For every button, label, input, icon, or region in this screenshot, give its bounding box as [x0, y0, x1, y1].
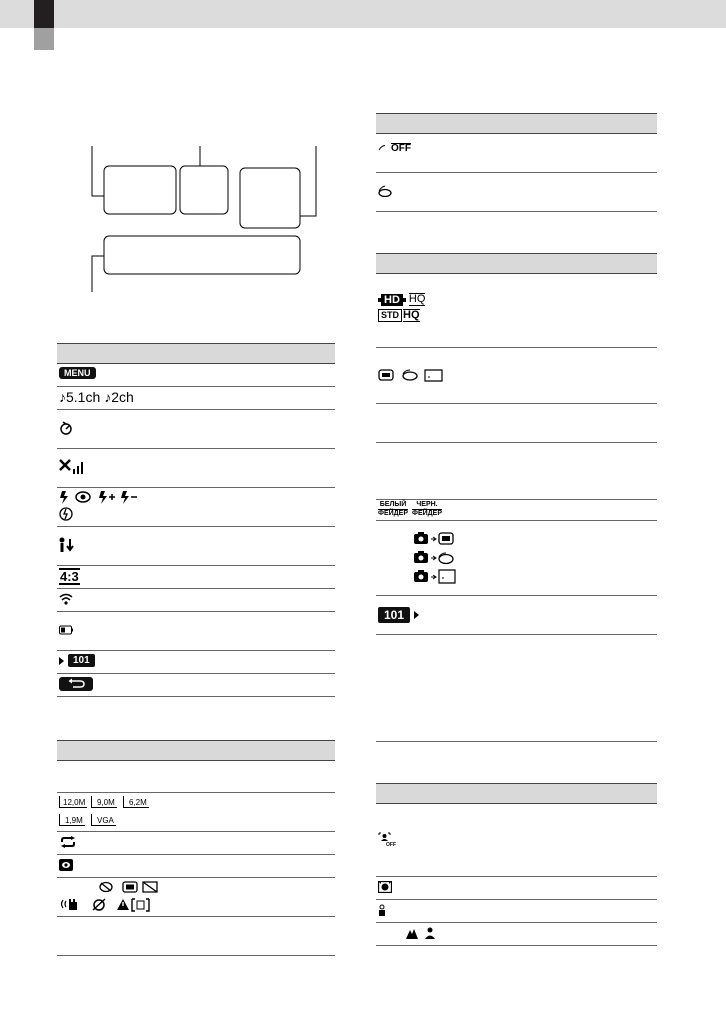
page-header-marker [34, 0, 54, 28]
gps-signal-icon [59, 459, 85, 475]
black-fader-line1: ЧЕРН. [416, 501, 438, 508]
table-row [376, 134, 657, 173]
table-row [57, 855, 335, 878]
image-size-vga-icon: VGA [91, 814, 116, 826]
page-side-tab [34, 28, 54, 50]
table-header-row [376, 783, 657, 804]
right-table-1 [376, 113, 657, 213]
recording-folder-icon [378, 607, 419, 623]
menu-icon-label: MENU [59, 367, 96, 379]
table-row [376, 877, 657, 900]
table-row [57, 527, 335, 566]
table-row [376, 923, 657, 946]
audio-2ch-icon: ♪2ch [104, 389, 134, 405]
table-row [376, 274, 657, 348]
flash-mode-icons [59, 490, 159, 522]
aspect-ratio-icon: 4:3 [60, 569, 79, 584]
table-row [376, 596, 657, 635]
black-fader-line2: ФЕЙДЕР [412, 510, 442, 517]
table-row [57, 878, 335, 917]
table-row [57, 387, 335, 410]
table-row [57, 761, 335, 793]
table-row [57, 612, 335, 651]
table-row [57, 488, 335, 527]
black-fader-icon [412, 501, 442, 518]
portrait-icon [378, 904, 386, 916]
photo-media-icons [414, 530, 458, 586]
table-row [57, 589, 335, 612]
std-hq-icon: HQ [403, 309, 420, 321]
return-button-icon [59, 677, 93, 691]
disc-rings-icon [378, 145, 387, 151]
screen-frame [92, 146, 316, 292]
recording-media-icons [378, 368, 448, 382]
white-fader-line1: БЕЛЫЙ [379, 501, 407, 508]
screen-layout-diagram [84, 146, 324, 296]
right-table-3 [376, 783, 657, 948]
smile-shutter-off-label: OFF [386, 842, 396, 848]
left-table-2 [57, 740, 335, 960]
table-row [376, 404, 657, 443]
std-icon: STD [378, 309, 402, 322]
repeat-icon [59, 836, 77, 848]
image-size-icons [59, 796, 179, 830]
audio-5-1ch-icon: ♪5.1ch [59, 389, 101, 405]
menu-icon [59, 367, 96, 379]
playback-folder-icon [59, 654, 95, 667]
disc-off-label: OFF [391, 143, 411, 154]
left-table-1 [57, 343, 335, 697]
table-header-row [57, 343, 335, 364]
battery-icon [59, 625, 73, 635]
folder-101-label: 101 [68, 654, 95, 667]
hd-quality-icons [378, 293, 425, 322]
white-fader-line2: ФЕЙДЕР [378, 510, 408, 517]
self-timer-icon [59, 421, 73, 435]
microphone-level-icon [59, 537, 75, 553]
scene-mode-icons [406, 927, 438, 939]
image-size-1-9m-icon: 1,9M [59, 814, 85, 826]
table-row [376, 500, 657, 521]
table-row [376, 348, 657, 404]
right-table-2 [376, 253, 657, 743]
face-detection-icon [59, 859, 73, 871]
table-header-row [376, 253, 657, 274]
image-size-12m-icon: 12,0M [59, 796, 87, 808]
warning-indicator-icons [59, 880, 179, 914]
white-fader-icon [378, 501, 408, 518]
play-arrow-icon [59, 657, 64, 665]
table-row [57, 566, 335, 589]
table-row [57, 674, 335, 697]
table-row [376, 635, 657, 742]
table-row [57, 364, 335, 387]
table-row [376, 804, 657, 877]
smile-shutter-off-icon [378, 832, 396, 848]
play-arrow-icon [414, 611, 419, 619]
table-header-row [376, 113, 657, 134]
audio-channel-icons [59, 389, 134, 405]
disc-icon [378, 185, 392, 197]
table-row [376, 521, 657, 596]
table-row [57, 832, 335, 855]
wifi-icon [59, 593, 73, 605]
folder-101-label: 101 [378, 607, 410, 623]
image-size-6m-icon: 6,2M [123, 796, 149, 808]
table-row [57, 410, 335, 449]
table-row [57, 449, 335, 488]
table-row [376, 443, 657, 500]
table-row [57, 651, 335, 674]
table-row [57, 793, 335, 832]
table-row [57, 917, 335, 956]
face-priority-icon [378, 881, 392, 893]
page-header-bar [0, 0, 726, 28]
hq-icon: HQ [408, 293, 426, 305]
fader-icons [378, 501, 442, 518]
table-row [376, 900, 657, 923]
table-row [376, 173, 657, 212]
image-size-9m-icon: 9,0M [91, 796, 117, 808]
hd-icon: HD [378, 294, 406, 306]
table-header-row [57, 740, 335, 761]
disc-off-icon [378, 143, 411, 153]
